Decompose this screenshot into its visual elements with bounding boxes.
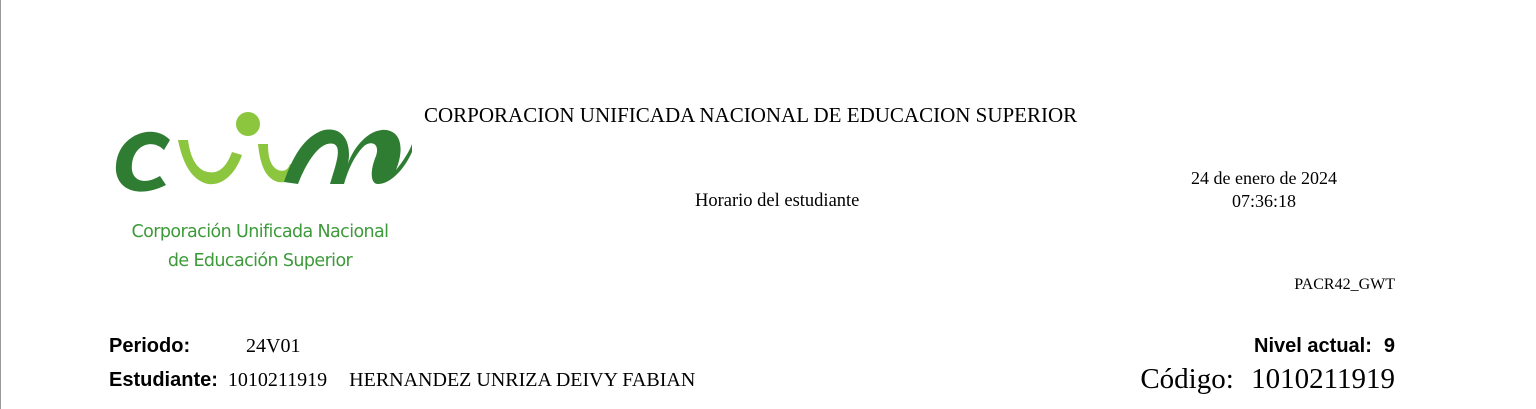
nivel-value: 9: [1383, 335, 1395, 357]
periodo-value: 24V01: [246, 335, 301, 357]
estudiante-name: HERNANDEZ UNRIZA DEIVY FABIAN: [349, 369, 696, 391]
nivel-row: [1254, 335, 1395, 358]
organization-name: CORPORACION UNIFICADA NACIONAL DE EDUCACION SUPERIOR: [424, 103, 1078, 127]
codigo-value: 1010211919: [1251, 363, 1395, 395]
cun-logo-mark: [108, 100, 412, 210]
periodo-row: [109, 335, 301, 358]
estudiante-row: [109, 369, 695, 392]
nivel-label: Nivel actual:: [1254, 335, 1372, 357]
logo-caption: [108, 218, 412, 276]
logo-caption-line-2: de Educación Superior: [167, 251, 353, 271]
estudiante-id: 1010211919: [227, 369, 328, 391]
periodo-label: Periodo:: [109, 335, 191, 357]
report-datetime: [1164, 167, 1364, 213]
logo-caption-line-1: Corporación Unificada Nacional: [131, 222, 389, 242]
cun-logo: [108, 100, 412, 276]
codigo-row: [1140, 363, 1395, 396]
report-date: 24 de enero de 2024: [1191, 168, 1337, 188]
estudiante-label: Estudiante:: [109, 369, 218, 391]
codigo-label: Código:: [1140, 363, 1234, 395]
page-left-border: [0, 0, 1, 409]
report-code: PACR42_GWT: [1294, 276, 1395, 293]
report-title: Horario del estudiante: [695, 191, 860, 211]
report-time: 07:36:18: [1231, 191, 1296, 211]
